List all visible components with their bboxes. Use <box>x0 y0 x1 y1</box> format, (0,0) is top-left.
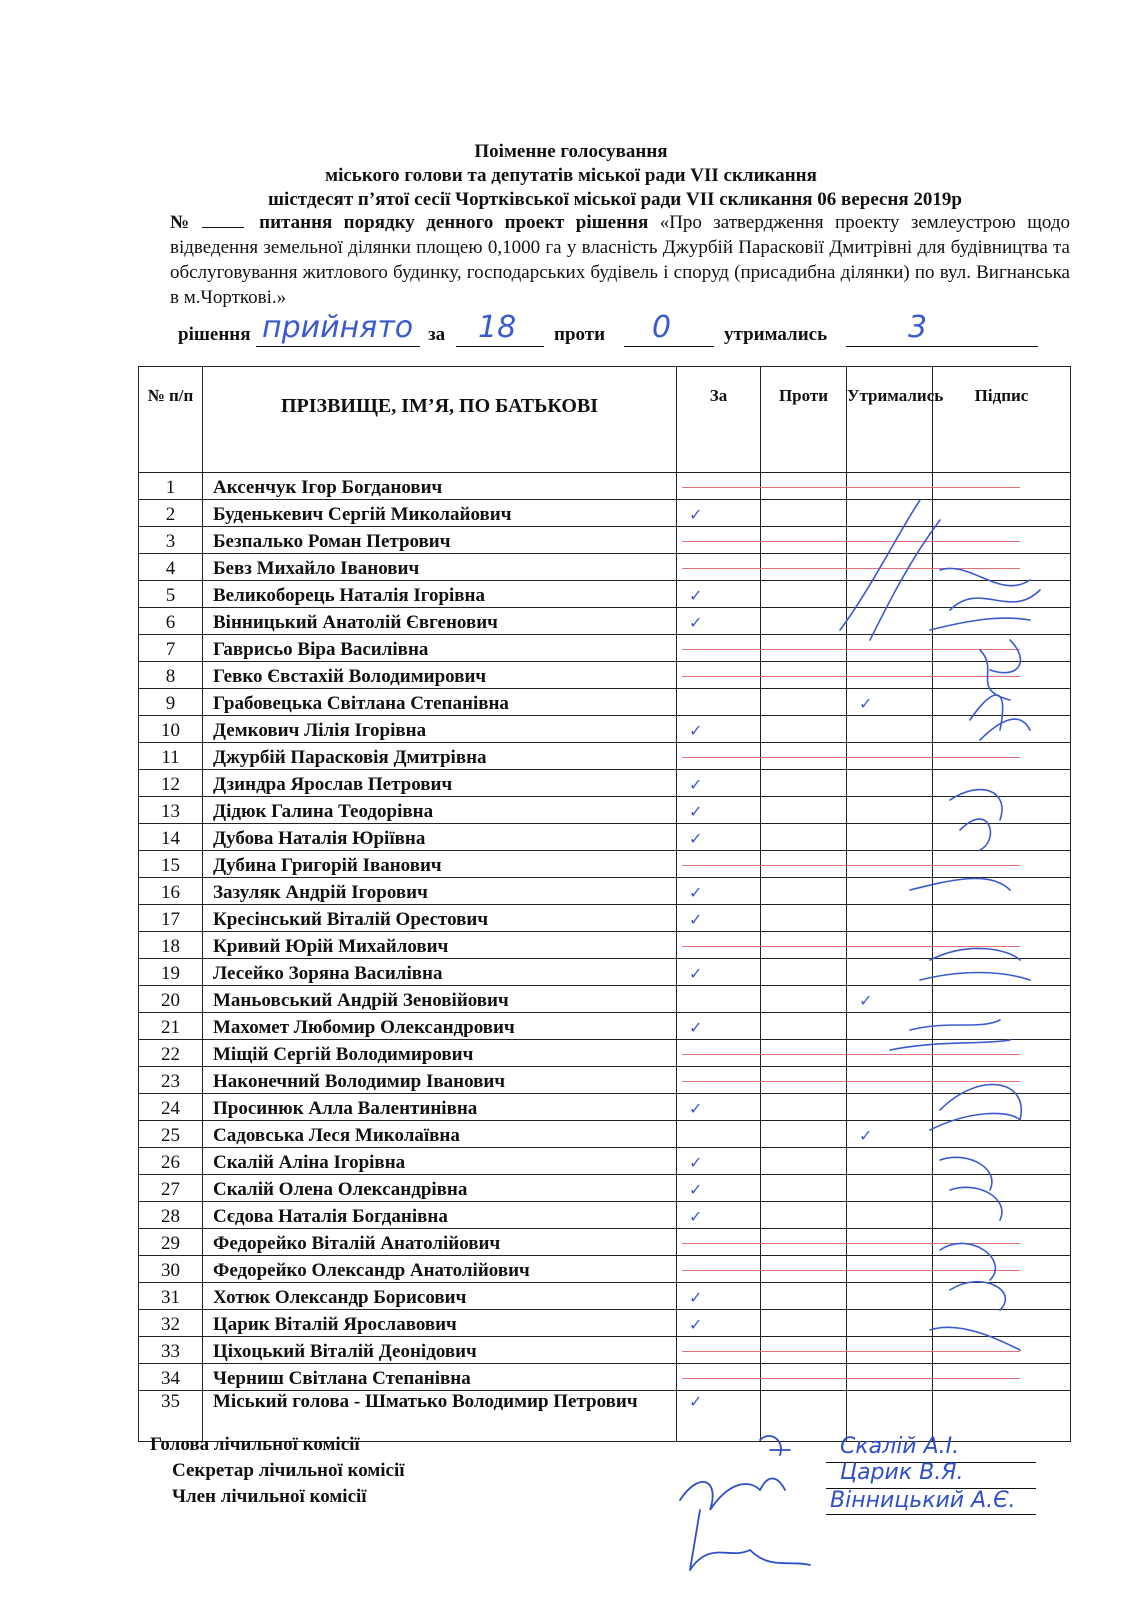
check-mark-icon: ✓ <box>689 1207 703 1226</box>
header-name: ПРІЗВИЩЕ, ІМ’Я, ПО БАТЬКОВІ <box>203 367 677 473</box>
abstain-label: утримались <box>724 324 828 345</box>
row-name: Безпалько Роман Петрович <box>203 527 677 554</box>
row-number: 16 <box>139 878 203 905</box>
row-number: 12 <box>139 770 203 797</box>
row-number: 11 <box>139 743 203 770</box>
for-label: за <box>428 324 446 345</box>
row-for-cell <box>677 1121 761 1148</box>
against-value: 0 <box>652 310 672 345</box>
member-line <box>826 1514 1036 1515</box>
row-name: Скалій Аліна Ігорівна <box>203 1148 677 1175</box>
row-for-cell <box>677 500 761 527</box>
row-for-cell <box>677 959 761 986</box>
abstain-value: 3 <box>908 310 928 345</box>
row-name: Вінницький Анатолій Євгенович <box>203 608 677 635</box>
row-name: Скалій Олена Олександрівна <box>203 1175 677 1202</box>
row-name: Ціхоцький Віталій Деонідович <box>203 1337 677 1364</box>
chair-label: Голова лічильної комісії <box>150 1434 360 1455</box>
row-name: Грабовецька Світлана Степанівна <box>203 689 677 716</box>
row-for-cell <box>677 1310 761 1337</box>
row-for-cell <box>677 1229 761 1256</box>
row-for-cell <box>677 1202 761 1229</box>
row-name: Кривий Юрій Михайлович <box>203 932 677 959</box>
check-mark-icon: ✓ <box>689 910 703 929</box>
for-value: 18 <box>478 310 517 345</box>
secretary-name: Царик В.Я. <box>840 1460 964 1485</box>
row-name: Федорейко Олександр Анатолійович <box>203 1256 677 1283</box>
absence-strike-line <box>682 1378 1020 1379</box>
row-name: Гаврисьо Віра Василівна <box>203 635 677 662</box>
row-name: Дубина Григорій Іванович <box>203 851 677 878</box>
row-number: 8 <box>139 662 203 689</box>
row-name: Сєдова Наталія Богданівна <box>203 1202 677 1229</box>
decision-value: прийнято <box>262 310 414 345</box>
member-name: Вінницький А.Є. <box>830 1488 1016 1513</box>
row-number: 21 <box>139 1013 203 1040</box>
row-number: 14 <box>139 824 203 851</box>
row-name: Хотюк Олександр Борисович <box>203 1283 677 1310</box>
row-for-cell <box>677 527 761 554</box>
row-name: Федорейко Віталій Анатолійович <box>203 1229 677 1256</box>
row-for-cell <box>677 662 761 689</box>
agenda-item-label: питання порядку денного проект рішення <box>259 212 649 233</box>
row-for-cell <box>677 1256 761 1283</box>
row-number: 26 <box>139 1148 203 1175</box>
row-name: Аксенчук Ігор Богданович <box>203 473 677 500</box>
row-name: Маньовський Андрій Зеновійович <box>203 986 677 1013</box>
check-mark-icon: ✓ <box>689 829 703 848</box>
row-number: 32 <box>139 1310 203 1337</box>
check-mark-icon: ✓ <box>689 1392 703 1411</box>
number-sign: № <box>170 212 196 233</box>
result-line <box>178 310 1058 350</box>
row-number: 28 <box>139 1202 203 1229</box>
row-for-cell <box>677 743 761 770</box>
row-name: Царик Віталій Ярославович <box>203 1310 677 1337</box>
row-name: Зазуляк Андрій Ігорович <box>203 878 677 905</box>
row-name: Махомет Любомир Олександрович <box>203 1013 677 1040</box>
row-for-cell <box>677 635 761 662</box>
check-mark-icon: ✓ <box>689 802 703 821</box>
row-name: Дідюк Галина Теодорівна <box>203 797 677 824</box>
row-number: 25 <box>139 1121 203 1148</box>
row-number: 13 <box>139 797 203 824</box>
check-mark-icon: ✓ <box>689 1099 703 1118</box>
row-for-cell <box>677 1337 761 1364</box>
row-number: 35 <box>139 1391 203 1442</box>
row-name: Гевко Євстахій Володимирович <box>203 662 677 689</box>
row-for-cell <box>677 1175 761 1202</box>
row-for-cell <box>677 932 761 959</box>
header-abstain: Утримались <box>847 367 933 473</box>
check-mark-icon: ✓ <box>859 1126 873 1145</box>
row-number: 5 <box>139 581 203 608</box>
row-name: Черниш Світлана Степанівна <box>203 1364 677 1391</box>
header-num: № п/п <box>139 367 203 473</box>
row-name: Просинюк Алла Валентинівна <box>203 1094 677 1121</box>
check-mark-icon: ✓ <box>859 991 873 1010</box>
secretary-label: Секретар лічильної комісії <box>172 1460 405 1481</box>
row-number: 1 <box>139 473 203 500</box>
row-name: Дзиндра Ярослав Петрович <box>203 770 677 797</box>
row-number: 17 <box>139 905 203 932</box>
row-number: 4 <box>139 554 203 581</box>
for-underline <box>456 346 544 347</box>
row-name: Садовська Леся Миколаївна <box>203 1121 677 1148</box>
chair-name: Скалій А.І. <box>840 1434 960 1459</box>
row-name: Кресінський Віталій Орестович <box>203 905 677 932</box>
row-for-cell <box>677 905 761 932</box>
session-line: шістдесят п’ятої сесії Чортківської міської ради VII скликання 06 вересня 2019р <box>268 189 962 210</box>
row-for-cell <box>677 1013 761 1040</box>
row-number: 6 <box>139 608 203 635</box>
check-mark-icon: ✓ <box>689 964 703 983</box>
row-for-cell <box>677 473 761 500</box>
check-mark-icon: ✓ <box>689 883 703 902</box>
decision-label: рішення <box>178 324 251 345</box>
agenda-item <box>170 210 1070 310</box>
row-number: 7 <box>139 635 203 662</box>
row-name: Міський голова - Шматько Володимир Петрович <box>203 1391 677 1442</box>
agenda-item-body: «Про затвердження проекту землеустрою щодо відведення земельної ділянки площею 0,1000 га у власність Джурбій Парасковії Дмитрівні для будівництва та обслуговування житлового будинку, господарських будівель і споруд (присадибна ділянки) по вул. Вигнанська в м.Чорткові.» <box>170 212 1071 308</box>
row-number: 33 <box>139 1337 203 1364</box>
row-for-cell <box>677 851 761 878</box>
row-number: 9 <box>139 689 203 716</box>
row-for-cell <box>677 608 761 635</box>
check-mark-icon: ✓ <box>689 721 703 740</box>
row-name: Великоборець Наталія Ігорівна <box>203 581 677 608</box>
row-for-cell <box>677 770 761 797</box>
row-for-cell <box>677 1067 761 1094</box>
commission-signatures <box>660 1420 830 1590</box>
row-for-cell <box>677 1364 761 1391</box>
check-mark-icon: ✓ <box>689 613 703 632</box>
row-for-cell <box>677 581 761 608</box>
row-number: 10 <box>139 716 203 743</box>
row-name: Демкович Лілія Ігорівна <box>203 716 677 743</box>
row-name: Буденькевич Сергій Миколайович <box>203 500 677 527</box>
row-name: Бевз Михайло Іванович <box>203 554 677 581</box>
decision-underline <box>256 346 420 347</box>
check-mark-icon: ✓ <box>689 1180 703 1199</box>
row-for-cell <box>677 986 761 1013</box>
row-number: 20 <box>139 986 203 1013</box>
header-for: За <box>677 367 761 473</box>
row-for-cell <box>677 716 761 743</box>
row-for-cell <box>677 824 761 851</box>
header-signature: Підпис <box>933 367 1071 473</box>
check-mark-icon: ✓ <box>859 694 873 713</box>
check-mark-icon: ✓ <box>689 505 703 524</box>
row-for-cell <box>677 689 761 716</box>
document-title: Поіменне голосування <box>474 141 668 162</box>
row-for-cell <box>677 878 761 905</box>
row-number: 23 <box>139 1067 203 1094</box>
row-number: 24 <box>139 1094 203 1121</box>
signature-scribbles <box>830 470 1070 1370</box>
row-for-cell <box>677 797 761 824</box>
header-against: Проти <box>761 367 847 473</box>
row-number: 19 <box>139 959 203 986</box>
row-for-cell <box>677 1040 761 1067</box>
row-for-cell <box>677 1148 761 1175</box>
row-number: 3 <box>139 527 203 554</box>
check-mark-icon: ✓ <box>689 1153 703 1172</box>
row-name: Лесейко Зоряна Василівна <box>203 959 677 986</box>
row-number: 2 <box>139 500 203 527</box>
against-label: проти <box>554 324 606 345</box>
row-number: 29 <box>139 1229 203 1256</box>
against-underline <box>624 346 714 347</box>
row-number: 30 <box>139 1256 203 1283</box>
row-number: 27 <box>139 1175 203 1202</box>
check-mark-icon: ✓ <box>689 1018 703 1037</box>
row-name: Міщій Сергій Володимирович <box>203 1040 677 1067</box>
row-for-cell <box>677 1094 761 1121</box>
row-number: 34 <box>139 1364 203 1391</box>
member-label: Член лічильної комісії <box>172 1486 367 1507</box>
row-name: Дубова Наталія Юріївна <box>203 824 677 851</box>
row-number: 22 <box>139 1040 203 1067</box>
check-mark-icon: ✓ <box>689 775 703 794</box>
document-subtitle: міського голови та депутатів міської ради VII скликання <box>325 165 817 186</box>
row-number: 15 <box>139 851 203 878</box>
row-for-cell <box>677 554 761 581</box>
abstain-underline <box>846 346 1038 347</box>
row-number: 31 <box>139 1283 203 1310</box>
row-name: Наконечний Володимир Іванович <box>203 1067 677 1094</box>
number-blank <box>202 227 244 228</box>
row-name: Джурбій Парасковія Дмитрівна <box>203 743 677 770</box>
check-mark-icon: ✓ <box>689 586 703 605</box>
row-for-cell <box>677 1283 761 1310</box>
check-mark-icon: ✓ <box>689 1315 703 1334</box>
row-number: 18 <box>139 932 203 959</box>
check-mark-icon: ✓ <box>689 1288 703 1307</box>
